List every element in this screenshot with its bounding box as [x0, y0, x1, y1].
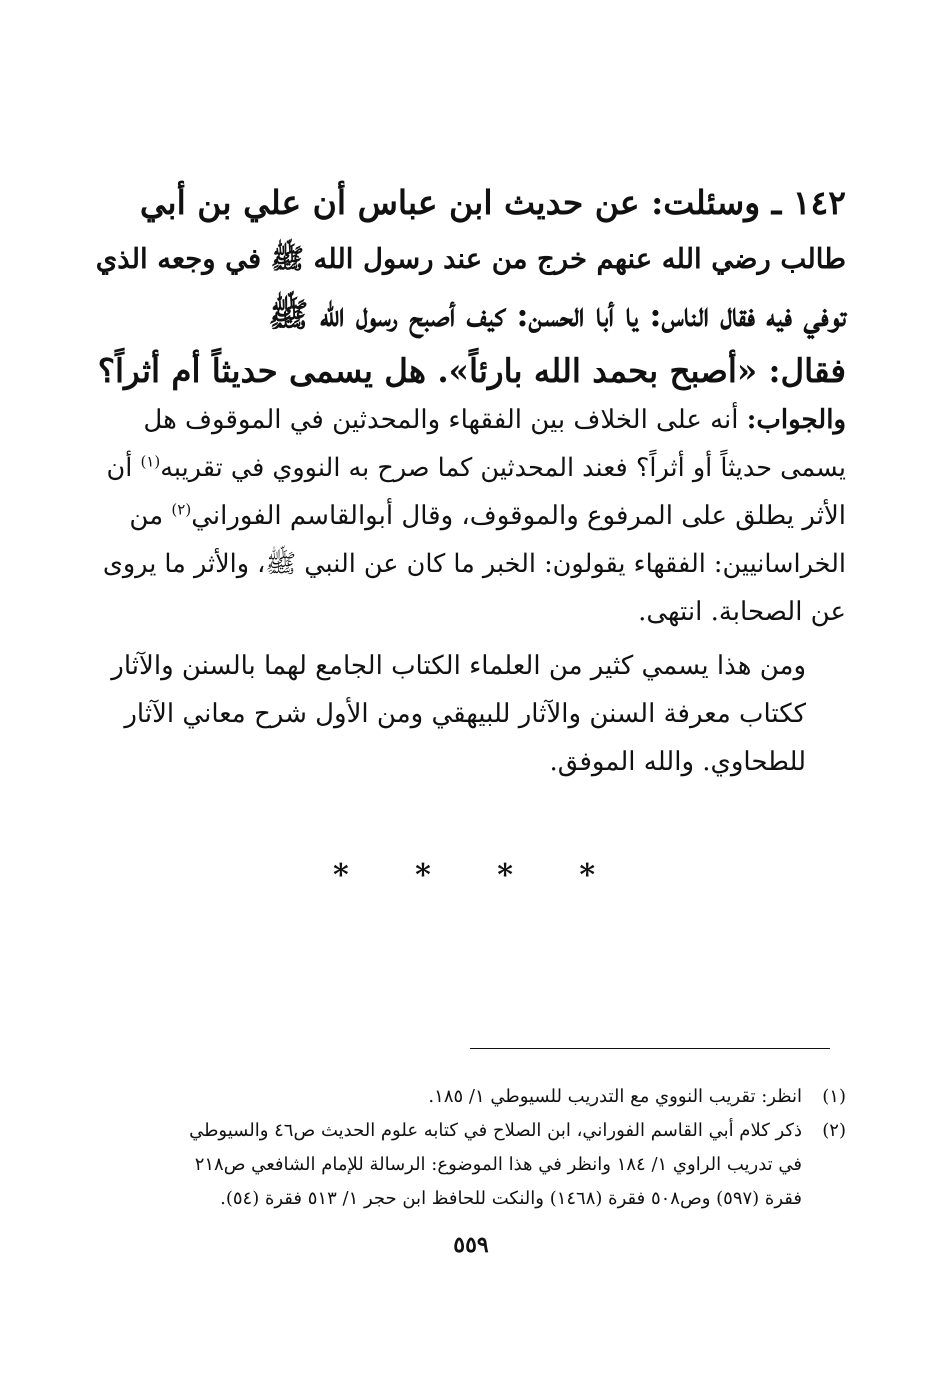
- footnote-2: [96, 1114, 846, 1216]
- page-number: ٥٥٩: [453, 1232, 489, 1258]
- footnote-marker-2[interactable]: (٢): [171, 500, 192, 519]
- footnote-line: ذكر كلام أبي القاسم الفوراني، ابن الصلاح في كتابه علوم الحديث ص٤٦ والسيوطي: [189, 1120, 802, 1141]
- footnote-line: انظر: تقريب النووي مع التدريب للسيوطي ١/ ١٨٥.: [428, 1086, 802, 1107]
- section-separator: * * * *: [332, 858, 624, 893]
- answer-text: يسمى حديثاً أو أثراً؟ فعند المحدثين كما صرح به النووي في تقريبه: [160, 453, 846, 483]
- question-line: طالب رضي الله عنهم خرج من عند رسول الله ﷺ في وجعه الذي: [95, 243, 846, 275]
- answer-line: [96, 396, 846, 444]
- answer-text: أن: [106, 453, 141, 483]
- closing-line: ككتاب معرفة السنن والآثار للبيهقي ومن الأول شرح معاني الآثار: [124, 699, 806, 729]
- answer-text: من: [129, 501, 172, 531]
- answer-line: [96, 492, 846, 540]
- answer-line: [96, 444, 846, 492]
- footnote-line: في تدريب الراوي ١/ ١٨٤ وانظر في هذا الموضوع: الرسالة للإمام الشافعي ص٢١٨: [194, 1154, 802, 1175]
- question-line: توفي فيه فقال الناس: يا أبا الحسن: كيف أصبح رسول الله ﷺ: [268, 295, 846, 334]
- footnote-1: [96, 1080, 846, 1114]
- answer-line: الخراسانيين: الفقهاء يقولون: الخبر ما كان عن النبي ﷺ، والأثر ما يروى: [102, 549, 846, 579]
- footnote-number: (٢): [822, 1120, 846, 1141]
- footnote-divider: [470, 1048, 830, 1049]
- question-line: فقال: «أصبح بحمد الله بارئاً». هل يسمى حديثاً أم أثراً؟: [97, 351, 846, 390]
- footnote-text: [96, 1080, 802, 1114]
- footnote-text: [96, 1114, 802, 1216]
- answer-paragraph: [96, 396, 846, 636]
- answer-text: الأثر يطلق على المرفوع والموقوف، وقال أبوالقاسم الفوراني: [191, 501, 846, 531]
- closing-line: للطحاوي. والله الموفق.: [549, 747, 806, 777]
- closing-paragraph: [96, 642, 846, 786]
- footnotes: [96, 1080, 846, 1216]
- question-paragraph: [96, 175, 846, 399]
- answer-lead: والجواب:: [746, 405, 846, 435]
- footnote-line: فقرة (٥٩٧) وص٥٠٨ فقرة (١٤٦٨) والنكت للحافظ ابن حجر ١/ ٥١٣ فقرة (٥٤).: [220, 1188, 802, 1209]
- answer-text: أنه على الخلاف بين الفقهاء والمحدثين في الموقوف هل: [143, 405, 747, 435]
- closing-line: ومن هذا يسمي كثير من العلماء الكتاب الجامع لهما بالسنن والآثار: [111, 651, 806, 681]
- answer-line: عن الصحابة. انتهى.: [638, 597, 846, 627]
- footnote-number: (١): [822, 1086, 846, 1107]
- question-line: ١٤٢ ـ وسئلت: عن حديث ابن عباس أن علي بن أبي: [139, 183, 846, 222]
- footnote-marker-1[interactable]: (١): [140, 452, 161, 471]
